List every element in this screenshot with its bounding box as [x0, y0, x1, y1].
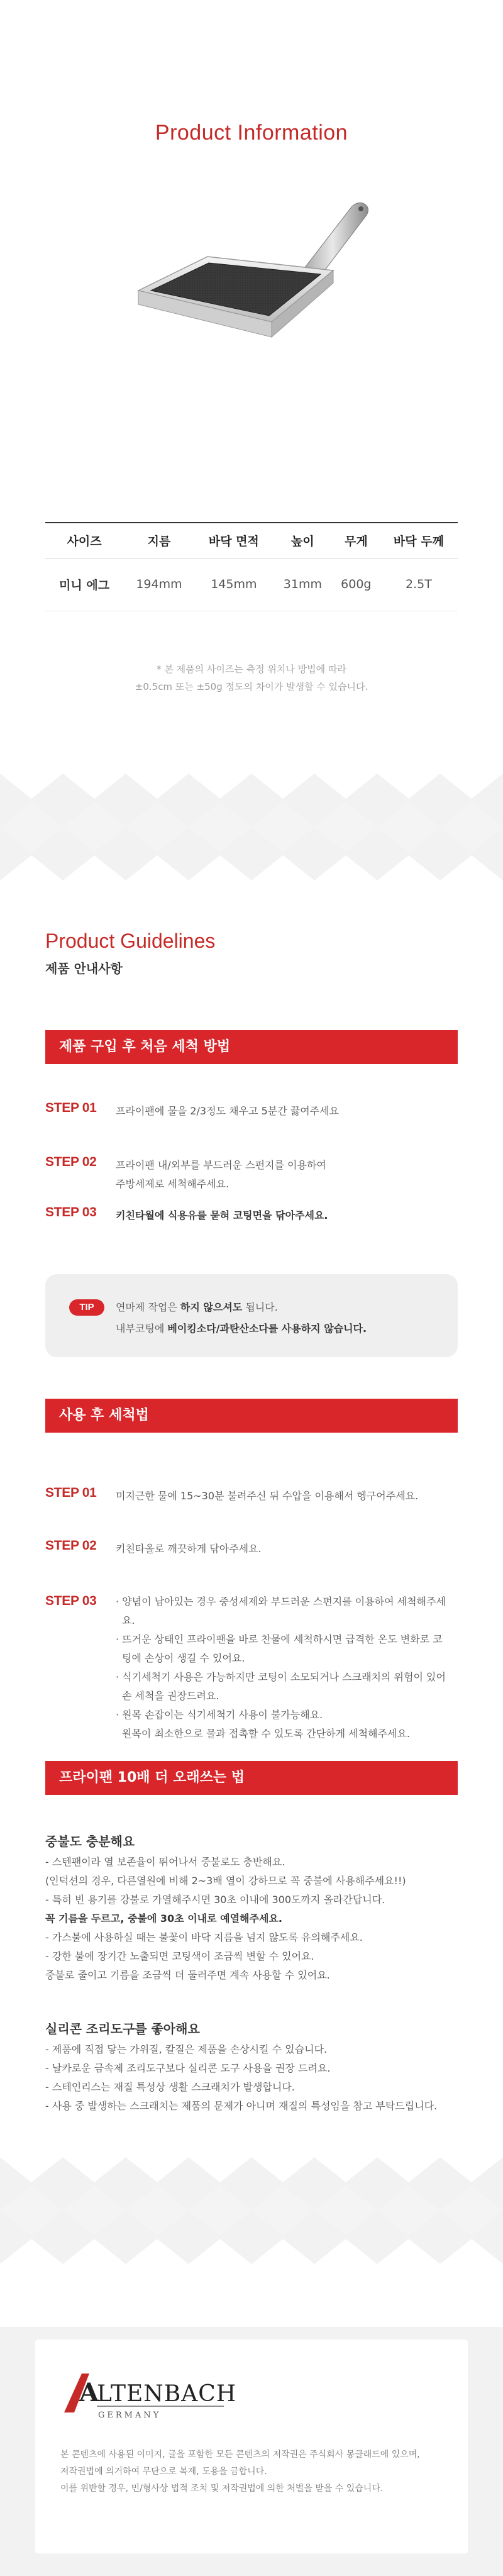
product-image: [113, 196, 390, 379]
paragraph-bold: 꼭 기름을 두르고, 중불에 30초 이내로 예열해주세요.: [45, 1913, 282, 1924]
paragraph-line: - 날카로운 금속제 조리도구보다 실리콘 도구 사용을 권장 드려요.: [45, 2062, 331, 2074]
cell-weight: 600g: [333, 558, 380, 611]
tip-box: [45, 1274, 458, 1357]
header-size: 사이즈: [45, 523, 123, 558]
cell-size: 미니 에그: [45, 558, 123, 611]
paragraph-line: - 강한 불에 장기간 노출되면 코팅색이 조금씩 변할 수 있어요.: [45, 1950, 314, 1962]
tip-text: 연마제 작업은: [116, 1301, 180, 1313]
header-weight: 무게: [333, 523, 380, 558]
step-label: STEP 01: [45, 1485, 97, 1500]
paragraph-line: - 스테인리스는 재질 특성상 생활 스크래치가 발생합니다.: [45, 2081, 295, 2093]
tip-text: 내부코팅에: [116, 1323, 168, 1335]
paragraph-line: - 특히 빈 용기를 강불로 가열해주시면 30초 이내에 300도까지 올라간답니다.: [45, 1894, 385, 1906]
header-base-area: 바닥 면적: [195, 523, 273, 558]
step-text: 키친타올로 깨끗하게 닦아주세요.: [116, 1543, 262, 1555]
header-base-thickness: 바닥 두께: [380, 523, 458, 558]
step-label: STEP 02: [45, 1538, 97, 1553]
section-bar-after-use: 사용 후 세척법: [45, 1399, 458, 1433]
list-item: · 식기세척기 사용은 가능하지만 코팅이 소모되거나 스크래치의 위험이 있어 손 세척을 권장드려요.: [116, 1671, 446, 1702]
longevity-heading-2: 실리콘 조리도구를 좋아해요: [45, 2021, 200, 2036]
section-bar-longevity: 프라이팬 10배 더 오래쓰는 법: [45, 1761, 458, 1795]
copyright-line: 이를 위반할 경우, 민/형사상 법적 조치 및 저작권법에 의한 처벌을 받을 수 있습니다.: [60, 2484, 384, 2494]
section-bar-first-wash: 제품 구입 후 처음 세척 방법: [45, 1030, 458, 1064]
tip-badge: TIP: [69, 1299, 104, 1316]
divider-pattern: [0, 2157, 503, 2264]
step-text-line: 프라이팬 내/외부를 부드러운 스펀지를 이용하여: [116, 1159, 326, 1171]
cell-diameter: 194mm: [123, 558, 195, 611]
spec-header-row: [45, 523, 458, 558]
step-text: 프라이팬에 물을 2/3정도 채우고 5분간 끓여주세요: [116, 1105, 340, 1117]
step-label: STEP 02: [45, 1155, 97, 1169]
header-diameter: 지름: [123, 523, 195, 558]
footer: [0, 2327, 503, 2576]
list-item: 원목이 최소한으로 물과 접촉할 수 있도록 간단하게 세척해주세요.: [122, 1728, 411, 1740]
step-text: 미지근한 물에 15~30분 불려주신 뒤 수압을 이용해서 헹구어주세요.: [116, 1490, 419, 1502]
logo-text: LTENBACH: [97, 2381, 237, 2407]
guidelines-title: Product Guidelines: [45, 930, 216, 952]
spec-note: [0, 660, 503, 696]
brand-logo: [60, 2368, 249, 2425]
tip-text-bold: 베이킹소다/과탄산소다를 사용하지 않습니다.: [167, 1323, 367, 1335]
copyright-text: [60, 2446, 444, 2497]
footer-card: [35, 2340, 468, 2553]
after-use-step-3-list: [116, 1592, 449, 1743]
paragraph-line: 중불로 줄이고 기름을 조금씩 더 둘러주면 계속 사용할 수 있어요.: [45, 1969, 330, 1981]
info-title: Product Information: [155, 121, 348, 145]
list-item: · 뜨거운 상태인 프라이팬을 바로 찬물에 세척하시면 급격한 온도 변화로 코팅에 손상이 생길 수 있어요.: [116, 1633, 443, 1664]
guidelines-subtitle: 제품 안내사항: [45, 961, 123, 976]
longevity-paragraph-1: [45, 1853, 458, 1985]
spec-note-line: * 본 제품의 사이즈는 측정 위치나 방법에 따라: [157, 663, 346, 675]
longevity-paragraph-2: [45, 2040, 458, 2116]
spec-table: [45, 522, 458, 611]
cell-base-area: 145mm: [195, 558, 273, 611]
step-label: STEP 01: [45, 1101, 97, 1115]
copyright-line: 저작권법에 의거하여 무단으로 복제, 도용을 금합니다.: [60, 2467, 267, 2477]
logo-subtext: GERMANY: [98, 2411, 162, 2420]
cell-height: 31mm: [273, 558, 333, 611]
header-height: 높이: [273, 523, 333, 558]
paragraph-line: - 사용 중 발생하는 스크래치는 제품의 문제가 아니며 재질의 특성임을 참고 부탁드립니다.: [45, 2100, 438, 2112]
paragraph-line: - 제품에 직접 닿는 가위질, 칼질은 제품을 손상시킬 수 있습니다.: [45, 2043, 328, 2055]
cell-base-thickness: 2.5T: [380, 558, 458, 611]
list-item: · 원목 손잡이는 식기세척기 사용이 불가능해요.: [116, 1709, 323, 1721]
step-text-bold: 키친타월에 식용유를 묻혀 코팅면을 닦아주세요.: [116, 1209, 328, 1221]
step-label: STEP 03: [45, 1205, 97, 1219]
tip-text-bold: 하지 않으셔도: [180, 1301, 243, 1313]
paragraph-line: - 가스불에 사용하실 때는 불꽃이 바닥 지름을 넘지 않도록 유의해주세요.: [45, 1931, 363, 1943]
divider-pattern: [0, 774, 503, 880]
tip-line-1: [116, 1299, 278, 1314]
tip-line-2: [116, 1321, 367, 1335]
step-text: [116, 1206, 455, 1225]
logo-initial: A: [79, 2378, 99, 2407]
table-row: [45, 558, 458, 611]
tip-text: 됩니다.: [242, 1301, 278, 1313]
step-text-line: 주방세제로 세척해주세요.: [116, 1178, 229, 1190]
paragraph-line: (인덕션의 경우, 다른열원에 비해 2~3배 열이 강하므로 꼭 중불에 사용해주세요!!): [45, 1875, 406, 1887]
list-item: · 양념이 남아있는 경우 중성세제와 부드러운 스펀지를 이용하여 세척해주세요.: [116, 1596, 446, 1626]
step-label: STEP 03: [45, 1594, 97, 1608]
copyright-line: 본 콘텐츠에 사용된 이미지, 글을 포함한 모든 콘텐츠의 저작권은 주식회사 몽클래드에 있으며,: [60, 2450, 420, 2460]
longevity-heading-1: 중불도 충분해요: [45, 1834, 135, 1849]
paragraph-line: - 스텐팬이라 열 보존율이 뛰어나서 중불로도 충반해요.: [45, 1856, 285, 1868]
step-text: [116, 1156, 455, 1194]
spec-note-line: ±0.5cm 또는 ±50g 정도의 차이가 발생할 수 있습니다.: [135, 681, 368, 692]
paragraph-line: [45, 1909, 458, 1928]
